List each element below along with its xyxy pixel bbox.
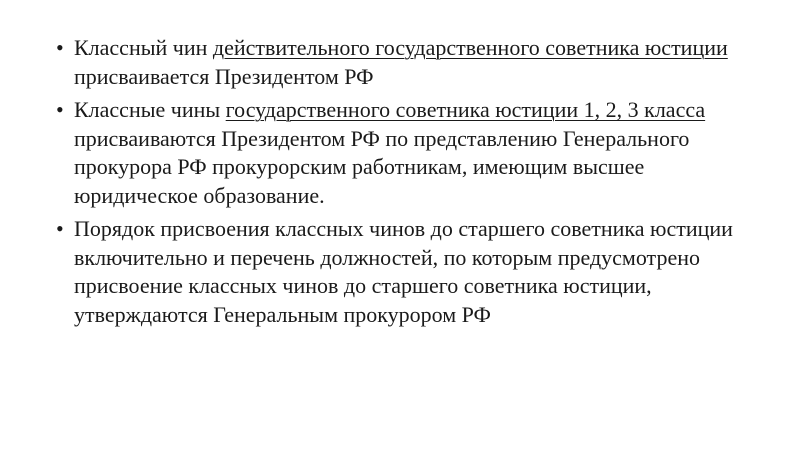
- bullet-1-underlined-text: действительного государственного советника юстиции: [212, 35, 728, 60]
- bullet-2-underlined-text: государственного советника юстиции 1, 2, 3 класса: [225, 97, 706, 122]
- bullet-list: [50, 34, 750, 334]
- bullet-2-text-part-3: присваиваются Президентом РФ по представлению Генерального прокурора РФ прокурорским работникам, имеющим высшее юридическое образование.: [74, 125, 690, 208]
- bullet-3-text: Порядок присвоения классных чинов до старшего советника юстиции включительно и перечень должностей, по которым предусмотрено присвоение классных чинов до старшего советника юстиции, утверждаются Генеральным прокурором РФ: [74, 216, 733, 327]
- bullet-marker: •: [56, 35, 64, 60]
- bullet-2-text-part-1: Классные чины: [74, 97, 226, 122]
- bullet-item-2: [50, 96, 750, 210]
- bullet-item-3: [50, 215, 750, 329]
- bullet-1-text-part-1: Классный чин: [74, 35, 213, 60]
- bullet-item-1: [50, 34, 750, 91]
- bullet-1-text-part-3: присваивается Президентом РФ: [74, 63, 374, 89]
- bullet-marker: •: [56, 97, 64, 122]
- bullet-marker: •: [56, 216, 64, 241]
